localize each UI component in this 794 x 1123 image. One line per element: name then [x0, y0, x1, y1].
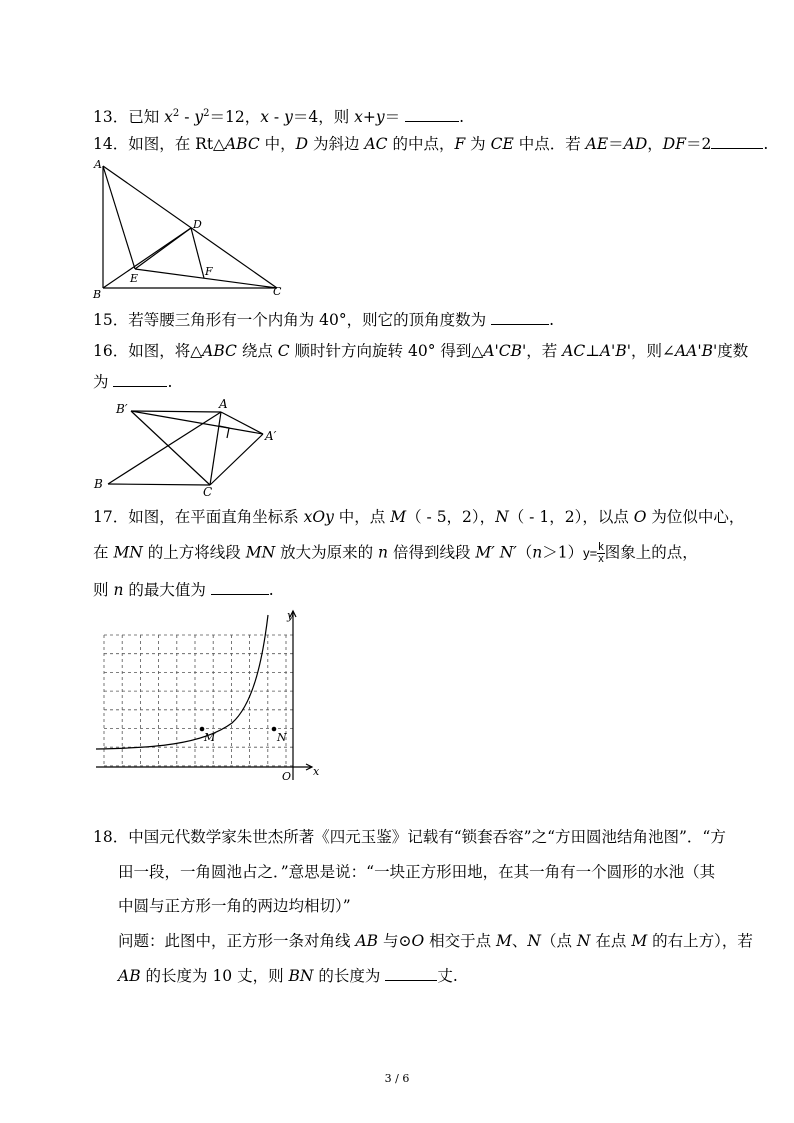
answer-blank[interactable]	[405, 107, 459, 122]
question-18-line5: AB 的长度为 10 丈，则 BN 的长度为 丈.	[118, 967, 458, 985]
question-14: 14．如图，在 Rt△ABC 中，D 为斜边 AC 的中点，F 为 CE 中点．若 AE＝AD，DF＝2 .	[93, 135, 769, 153]
question-18-line3: 中圆与正方形一角的两边均相切）”	[118, 897, 351, 915]
q14-figure	[90, 158, 290, 300]
label-o: O	[282, 770, 292, 783]
label-n: N	[277, 731, 287, 744]
segment-ae	[103, 166, 135, 269]
segment-a1c	[210, 434, 263, 485]
segment-ac	[210, 412, 221, 485]
segment-ed	[135, 228, 191, 269]
label-x: x	[313, 765, 320, 778]
q17-figure	[92, 605, 332, 785]
label-b: B	[93, 288, 102, 301]
segment-b1a1	[131, 411, 263, 434]
label-b-prime: B′	[116, 402, 128, 416]
answer-blank[interactable]	[711, 134, 763, 149]
label-c: C	[273, 285, 282, 298]
question-16: 16．如图，将△ABC 绕点 C 顺时针方向旋转 40° 得到△A'CB'，若 AC⊥A'B'，则∠AA'B'度数	[93, 342, 749, 360]
answer-blank[interactable]	[491, 310, 549, 325]
label-c: C	[203, 485, 213, 499]
segment-ba	[108, 412, 221, 484]
answer-blank[interactable]	[113, 372, 167, 387]
page-number: 3 / 6	[384, 1072, 410, 1085]
question-18-line1: 18．中国元代数学家朱世杰所著《四元玉鉴》记载有“锁套吞容”之“方田圆池结角池图”．“方	[93, 828, 726, 846]
point-n	[272, 727, 277, 732]
label-e: E	[130, 272, 139, 285]
question-15: 15．若等腰三角形有一个内角为 40°，则它的顶角度数为 .	[93, 311, 554, 329]
question-13: 13．已知 $x^2 - y^2=12$，x - y＝4，则 x+y＝ .	[93, 108, 465, 127]
label-y: y	[287, 609, 294, 622]
question-18-line4: 问题：此图中，正方形一条对角线 AB 与⊙O 相交于点 M、N（点 N 在点 M 的右上方），若	[118, 932, 753, 950]
label-b: B	[94, 477, 103, 491]
label-m: M	[204, 731, 216, 744]
label-d: D	[193, 218, 202, 231]
segment-bc	[108, 484, 210, 485]
question-16-line2: 为 .	[93, 373, 173, 391]
question-17-line2: 在 MN 的上方将线段 MN 放大为原来的 n 倍得到线段 M′ N′（n＞1）y= $\frac{k}{x}$ 图象上的点，	[93, 541, 698, 565]
question-17-line3: 则 n 的最大值为 .	[93, 581, 274, 599]
q16-figure	[90, 398, 290, 500]
answer-blank[interactable]	[385, 966, 437, 981]
question-17: 17．如图，在平面直角坐标系 xOy 中，点 M（ - 5，2），N（ - 1，2），以点 O 为位似中心，	[93, 508, 745, 526]
label-a-prime: A′	[265, 429, 277, 443]
answer-blank[interactable]	[211, 580, 269, 595]
fraction-k-over-x: $\frac{k}{x}$	[598, 541, 604, 565]
label-a: A	[94, 158, 102, 171]
segment-b1a	[131, 411, 221, 412]
question-18-line2: 田一段，一角圆池占之．”意思是说：“一块正方形田地，在其一角有一个圆形的水池（其	[118, 863, 716, 881]
label-a: A	[219, 397, 228, 411]
label-f: F	[205, 265, 213, 278]
